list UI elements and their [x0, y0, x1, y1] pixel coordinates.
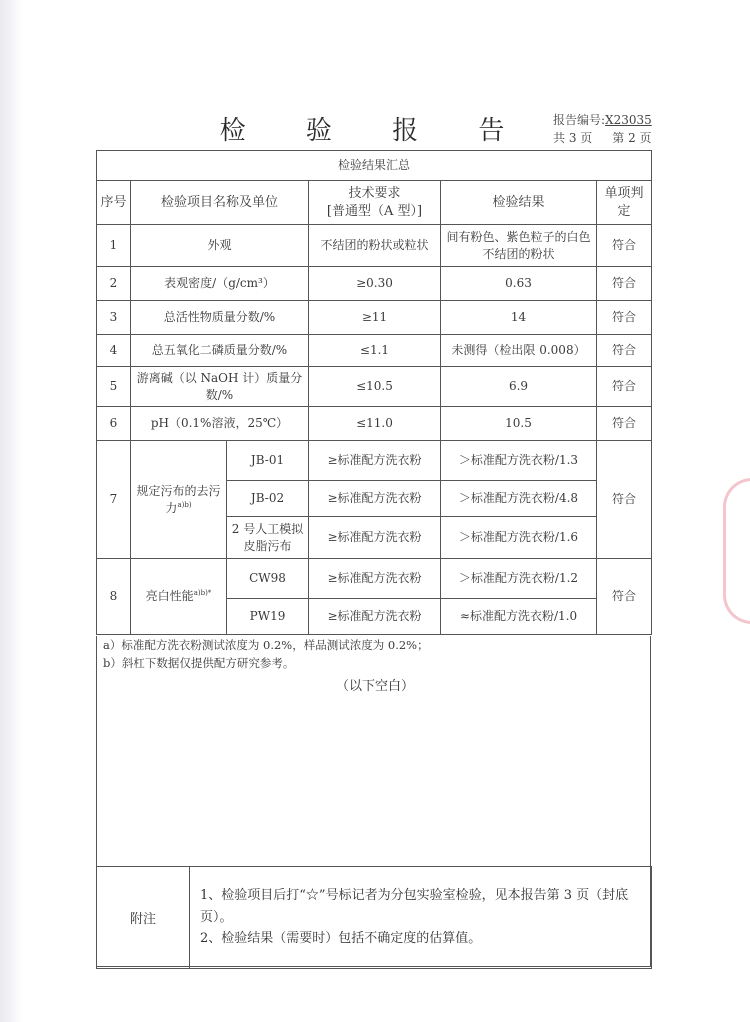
sub-item: JB-01: [227, 441, 309, 481]
report-number-value: X23035: [605, 113, 652, 127]
sub-item: CW98: [227, 559, 309, 599]
attachment-content: [190, 867, 652, 969]
header-judge: 单项判定: [597, 181, 652, 225]
current-page: 第 2 页: [612, 131, 652, 145]
table-caption: 检验结果汇总: [97, 151, 652, 181]
footnote-a: a）标准配方洗衣粉测试浓度为 0.2%，样品测试浓度为 0.2%；: [103, 638, 429, 652]
table-row: [97, 267, 652, 301]
row-result: ＞标准配方洗衣粉/1.6: [441, 517, 597, 559]
row-judge: 符合: [597, 335, 652, 367]
row-item-label: 规定污布的去污力: [136, 484, 221, 515]
row-result: ＞标准配方洗衣粉/1.2: [441, 559, 597, 599]
row-req: ≥标准配方洗衣粉: [309, 559, 441, 599]
row-req: ≥11: [309, 301, 441, 335]
header-result: 检验结果: [441, 181, 597, 225]
row-seq: 6: [97, 407, 131, 441]
report-title: 检 验 报 告: [219, 116, 531, 146]
header-req-line2: [普通型（A 型）]: [326, 203, 423, 219]
row-item: 外观: [131, 225, 309, 267]
table-row: [97, 559, 652, 599]
row-result: 6.9: [441, 367, 597, 407]
row-req: ≥0.30: [309, 267, 441, 301]
sub-item: 2 号人工模拟皮脂污布: [227, 517, 309, 559]
header-requirement: [309, 181, 441, 225]
row-result: 14: [441, 301, 597, 335]
row-req: ≤11.0: [309, 407, 441, 441]
row-req: ≤10.5: [309, 367, 441, 407]
attachment-line1: 1、检验项目后打“☆”号标记者为分包实验室检验，见本报告第 3 页（封底页）。: [200, 888, 629, 925]
row-judge: 符合: [597, 267, 652, 301]
row-seq: 2: [97, 267, 131, 301]
row-item: 游离碱（以 NaOH 计）质量分数/%: [131, 367, 309, 407]
row-result: 10.5: [441, 407, 597, 441]
row-result: 0.63: [441, 267, 597, 301]
row-item: 总活性物质量分数/%: [131, 301, 309, 335]
row-req: ≥标准配方洗衣粉: [309, 481, 441, 517]
total-pages: 共 3 页: [553, 131, 593, 145]
report-number-label: 报告编号:: [553, 113, 606, 127]
row-judge: 符合: [597, 441, 652, 559]
row-req: ≥标准配方洗衣粉: [309, 441, 441, 481]
row-seq: 7: [97, 441, 131, 559]
row-item: pH（0.1%溶液，25℃）: [131, 407, 309, 441]
table-header-row: [97, 181, 652, 225]
table-row: [97, 441, 652, 481]
row-judge: 符合: [597, 301, 652, 335]
row-result: 间有粉色、紫色粒子的白色不结团的粉状: [441, 225, 597, 267]
row-req: 不结团的粉状或粒状: [309, 225, 441, 267]
blank-below-mark: （以下空白）: [335, 679, 414, 694]
row-result: ≈标准配方洗衣粉/1.0: [441, 599, 597, 635]
table-row: [97, 407, 652, 441]
sub-item: PW19: [227, 599, 309, 635]
results-table: [96, 150, 652, 635]
footnote-b: b）斜杠下数据仅提供配方研究参考。: [103, 656, 295, 670]
sub-item: JB-02: [227, 481, 309, 517]
row-seq: 1: [97, 225, 131, 267]
row-judge: 符合: [597, 407, 652, 441]
row-result: ＞标准配方洗衣粉/4.8: [441, 481, 597, 517]
row-item: [131, 441, 227, 559]
attachment-line2: 2、检验结果（需要时）包括不确定度的估算值。: [200, 931, 482, 947]
red-seal-stamp: [723, 478, 750, 624]
row-item: 总五氧化二磷质量分数/%: [131, 335, 309, 367]
row-judge: 符合: [597, 559, 652, 635]
row-result: ＞标准配方洗衣粉/1.3: [441, 441, 597, 481]
scan-shadow: [0, 0, 22, 1022]
row-result: 未测得（检出限 0.008）: [441, 335, 597, 367]
attachment-label: 附注: [97, 867, 190, 969]
header-req-line1: 技术要求: [348, 185, 401, 201]
row-item: [131, 559, 227, 635]
report-number: [553, 111, 652, 128]
row-seq: 8: [97, 559, 131, 635]
row-req: ≤1.1: [309, 335, 441, 367]
row-item-label: 亮白性能: [145, 589, 194, 604]
row-judge: 符合: [597, 225, 652, 267]
row-req: ≥标准配方洗衣粉: [309, 599, 441, 635]
page-info: [553, 129, 652, 146]
attachment-table: [96, 866, 652, 969]
table-row: [97, 225, 652, 267]
row-seq: 3: [97, 301, 131, 335]
row-seq: 5: [97, 367, 131, 407]
row-judge: 符合: [597, 367, 652, 407]
row-req: ≥标准配方洗衣粉: [309, 517, 441, 559]
table-row: [97, 335, 652, 367]
row-seq: 4: [97, 335, 131, 367]
header-seq: 序号: [97, 181, 131, 225]
footnote-marker: a)b): [177, 500, 192, 509]
table-row: [97, 367, 652, 407]
header-item: 检验项目名称及单位: [131, 181, 309, 225]
row-item: 表观密度/（g/cm³）: [131, 267, 309, 301]
table-row: [97, 301, 652, 335]
footnote-marker: a)b)*: [193, 589, 212, 598]
